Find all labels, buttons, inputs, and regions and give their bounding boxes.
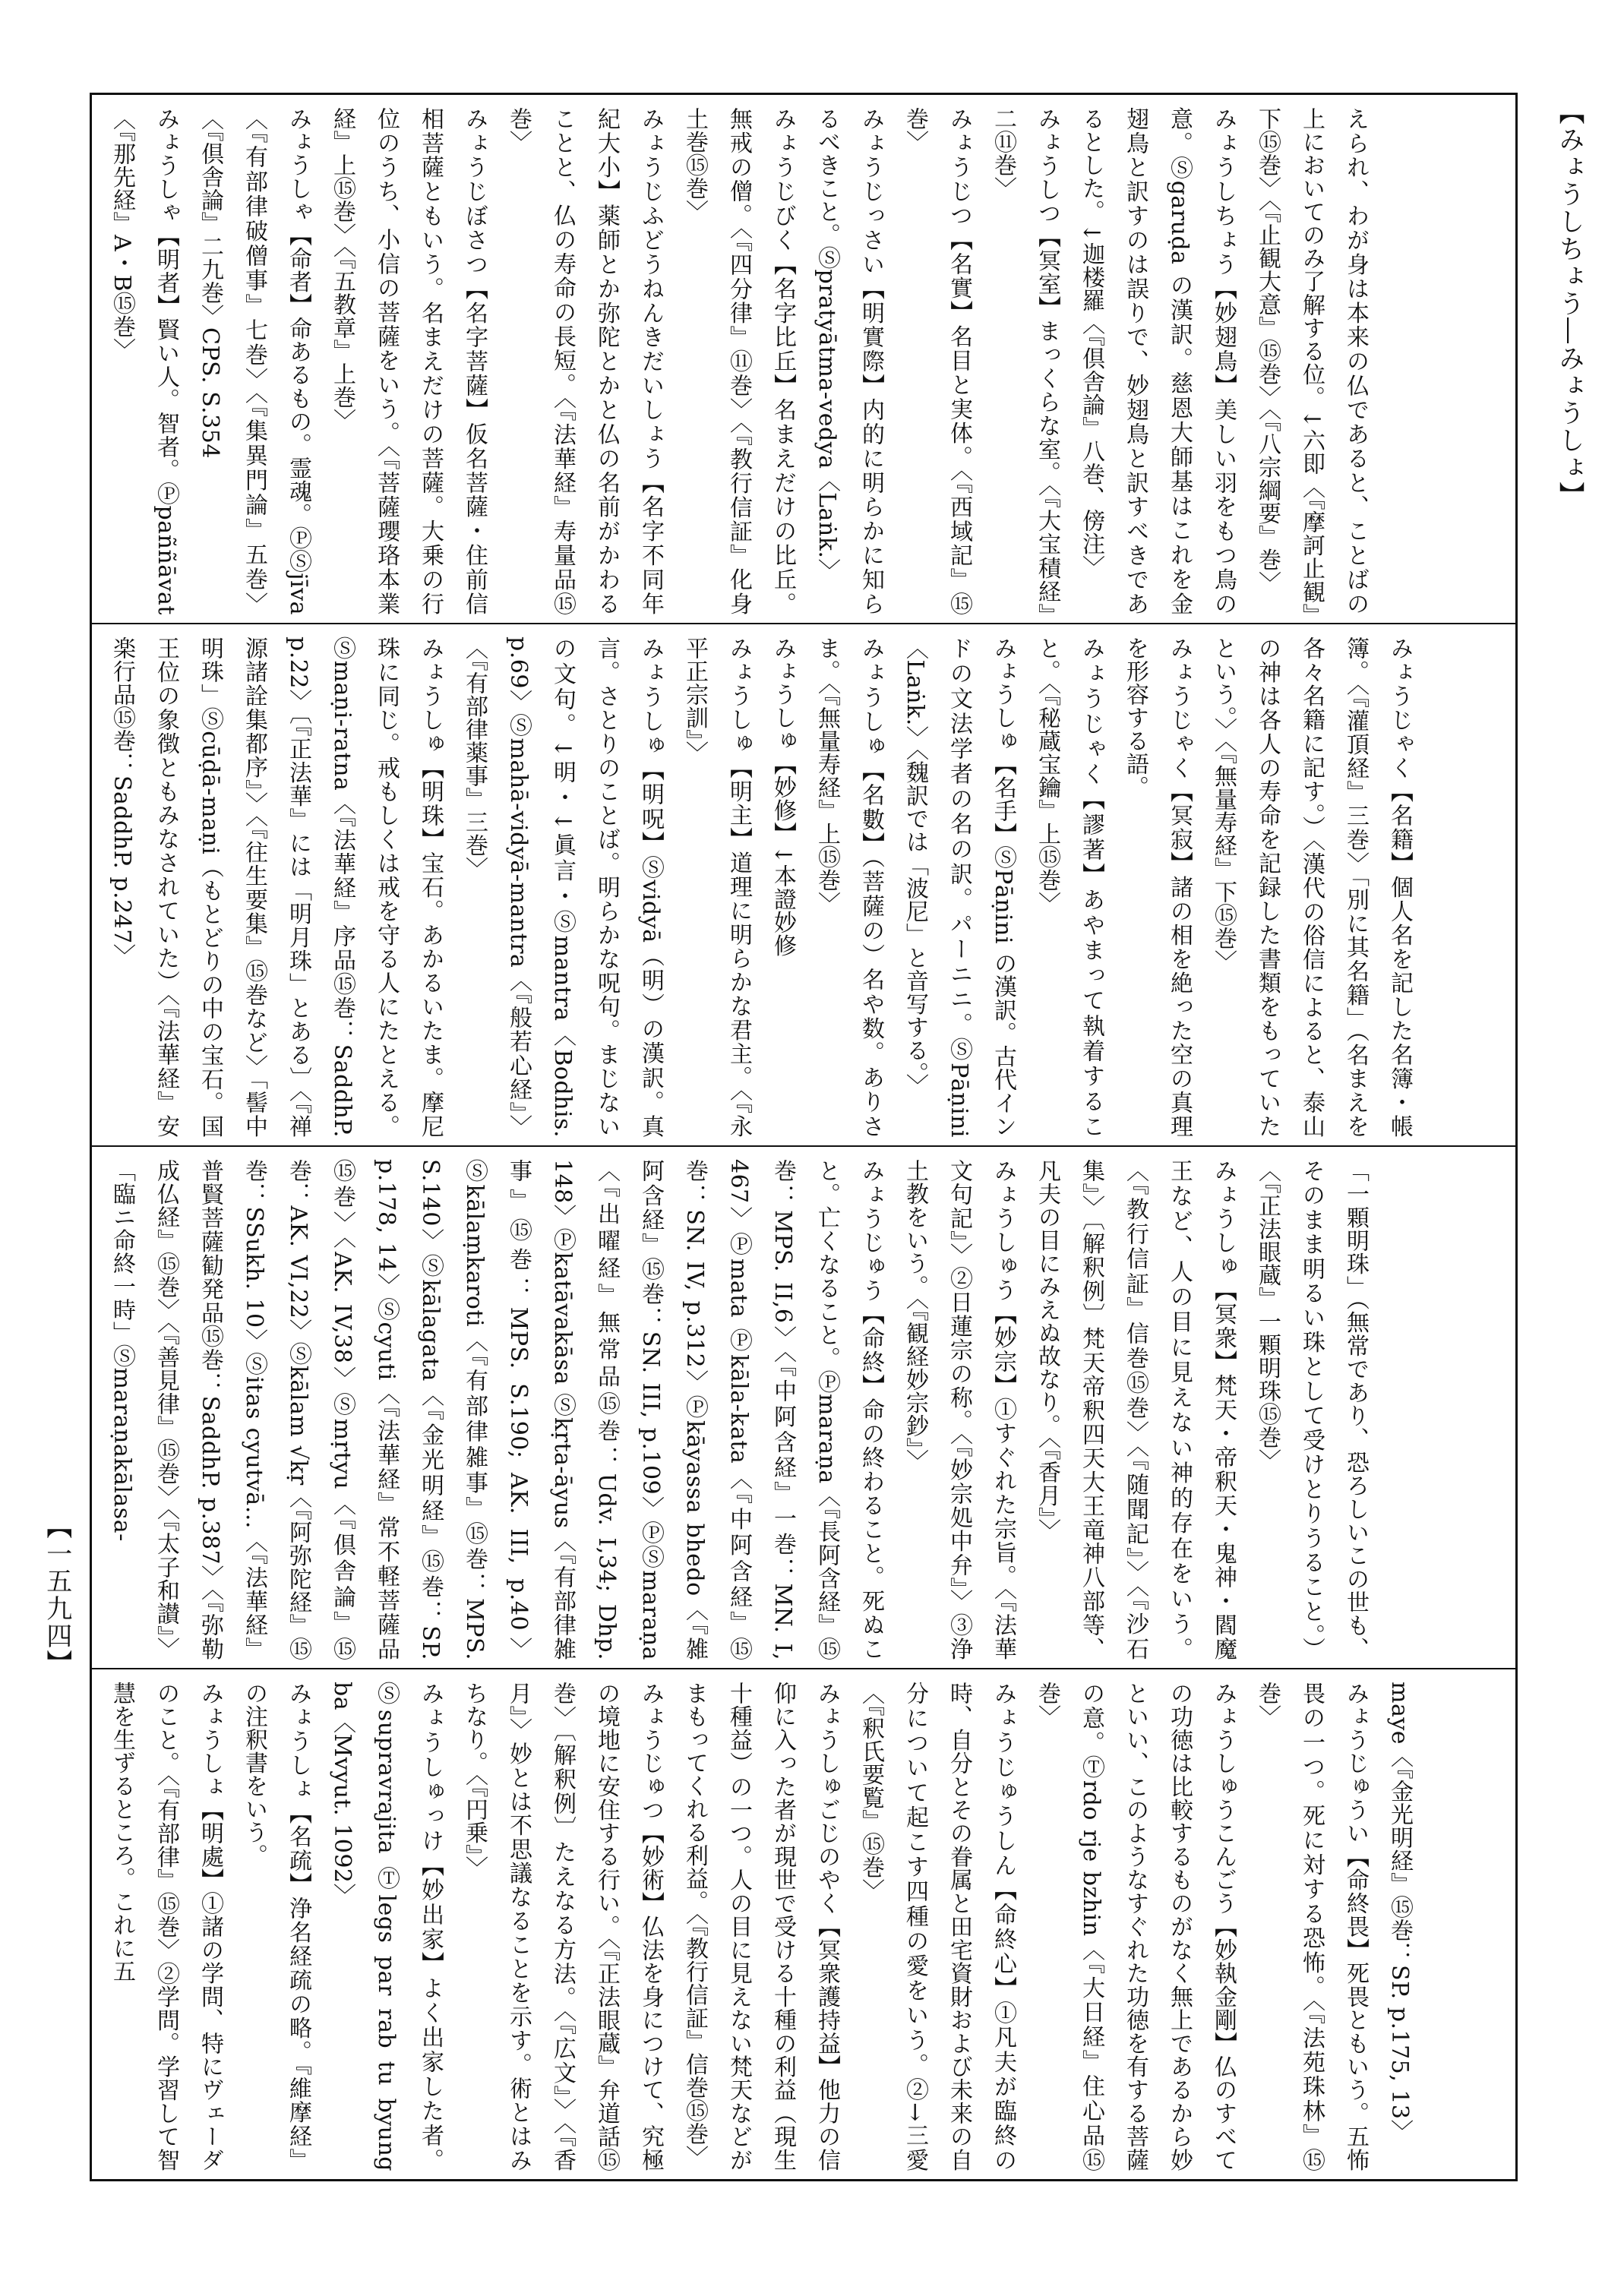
tier-4-text: maye〈『金光明経』⑮巻：SP. p.175, 13〉 みょうじゅうい【命終畏】死畏ともいう。五怖畏の一つ。死に対する恐怖。〈『法苑珠林』⑮巻〉 みょうしゅうこんごう【妙執金剛】仏のすべての功徳は比較するものがなく無上であるから妙といい、このようなすぐれた功徳を有する菩薩の意。Ⓣrdo rje bzhin〈『大日経』住心品⑮巻〉 みょうじゅうしん【命終心】①凡夫が臨終の時、自分とその眷属と田宅資財および未来の自分について起こす四種の愛をいう。②→三愛〈『釈氏要覧』⑮巻〉 みょうしゅごじのやく【冥衆護持益】他力の信仰に入った者が現世で受ける十種の利益（現生十種益）の一つ。人の目に見えない梵天などがまもってくれる利益。〈『教行信証』信巻⑮巻〉 みょうじゅつ【妙術】仏法を身につけて、究極の境地に安住する行い。〈『正法眼蔵』弁道話⑮巻〉〔解釈例〕たえなる方法。〈『広文』〉〈『香月』〉妙とは不思議なることを示す。術とはみちなり。〈『円乗』〉 みょうしゅっけ【妙出家】よく出家した者。Ⓢsupravrajita Ⓣlegs par rab tu byung ba〈Mvyut. 1092〉 みょうしょ【名疏】浄名経疏の略。『維摩経』の注釈書をいう。 みょうしょ【明處】①諸の学問、特にヴェーダのこと。〈『有部律』⑮巻〉②学問。学習して智慧を生ずるところ。これに五: [109, 1682, 1413, 2171]
running-title: 【みょうしちょう―みょうしょ】: [1554, 99, 1585, 509]
tier-2-text: みょうじゃく【名籍】個人名を記した名簿・帳簿。〈『灌頂経』三巻〉「別に其名籍」（名まえを各々名籍に記す。）〈漢代の俗信によると、泰山の神は各人の寿命を記録した書類をもっていたという。〉〈『無量寿経』下⑮巻〉 みょうじゃく【冥寂】諸の相を絶った空の真理を形容する語。 みょうじゃく【謬著】あやまって執着すること。〈『秘蔵宝鑰』上⑮巻〉 みょうしゅ【名手】ⓈPāṇini の漢訳。古代インドの文法学者の名の訳。パーニニ。ⓈPāṇini〈Laṅk.〉〈魏訳では「波尼」と音写する。〉 みょうしゅ【名數】（菩薩の）名や数。ありさま。〈『無量寿経』上⑮巻〉 みょうしゅ【妙修】↓本證妙修 みょうしゅ【明主】道理に明らかな君主。〈『永平正宗訓』〉 みょうしゅ【明呪】Ⓢvidyā（明）の漢訳。真言。さとりのことば。明らかな呪句。まじないの文句。↓明・↓眞言・Ⓢmantra〈Bodhis. p.69〉Ⓢmahā-vidyā-mantra〈『般若心経』〉〈『有部律薬事』三巻〉 みょうしゅ【明珠】宝石。あかるいたま。摩尼珠に同じ。戒もしくは戒を守る人にたとえる。Ⓢmaṇi-ratna〈『法華経』序品⑮巻：SaddhP. p.22〉〔『正法華』には「明月珠」とある〕〈『禅源諸詮集都序』〉〈『往生要集』⑮巻など〉「髻中明珠」Ⓢcūḍā-maṇi（もとどりの中の宝石。国王位の象徴ともみなされていた）〈『法華経』安楽行品⑮巻：SaddhP. p.247〉: [109, 636, 1413, 1139]
tier-3: [92, 1145, 1515, 1668]
tier-2: [92, 623, 1515, 1145]
tier-1: [92, 95, 1515, 623]
tier-4: [92, 1668, 1515, 2179]
page-number: 【一五九四】: [41, 1513, 72, 1677]
page-frame: [90, 93, 1518, 2181]
tier-1-text: えられ、わが身は本来の仏であると、ことばの上においてのみ了解する位。↓六即〈『摩訶止観』下⑮巻〉〈『止観大意』⑮巻〉〈『八宗綱要』巻〉 みょうしちょう【妙翅鳥】美しい羽をもつ鳥の意。Ⓢgaruḍa の漢訳。慈恩大師基はこれを金翅鳥と訳すのは誤りで、妙翅鳥と訳すべきであるとした。↓迦楼羅〈『倶舎論』八巻、傍注〉 みょうしつ【冥室】まっくらな室。〈『大宝積経』二⑪巻〉 みょうじつ【名實】名目と実体。〈『西域記』⑮巻〉 みょうじっさい【明實際】内的に明らかに知らるべきこと。Ⓢpratyātma-vedya〈Laṅk.〉 みょうじびく【名字比丘】名まえだけの比丘。無戒の僧。〈『四分律』⑪巻〉〈『教行信証』化身土巻⑮巻〉 みょうじふどうねんきだいしょう【名字不同年紀大小】薬師とか弥陀とかと仏の名前がかわることと、仏の寿命の長短。〈『法華経』寿量品⑮巻〉 みょうじぼさつ【名字菩薩】仮名菩薩・住前信相菩薩ともいう。名まえだけの菩薩。大乗の行位のうち、小信の菩薩をいう。〈『菩薩瓔珞本業経』上⑮巻〉〈『五教章』上巻〉 みょうしゃ【命者】命あるもの。霊魂。ⓅⓈjīva〈『有部律破僧事』七巻〉〈『集異門論』五巻〉〈『倶舎論』二九巻〉CPS. S.354 みょうしゃ【明者】賢い人。智者。Ⓟpaññāvat〈『那先経』A・B⑮巻〉: [109, 107, 1369, 615]
tier-3-text: 「一顆明珠」（無常であり、恐ろしいこの世も、そのまま明るい珠として受けとりうること。）〈『正法眼蔵』一顆明珠⑮巻〉 みょうしゅ【冥衆】梵天・帝釈天・鬼神・閻魔王など、人の目に見えない神的存在をいう。〈『教行信証』信巻⑮巻〉〈『随聞記』〉〈『沙石集』〉〔解釈例〕梵天帝釈四天大王竜神八部等、凡夫の目にみえぬ故なり。〈『香月』〉 みょうしゅう【妙宗】①すぐれた宗旨。〈『法華文句記』〉②日蓮宗の称。〈『妙宗処中弁』〉③浄土教をいう。〈『観経妙宗鈔』〉 みょうじゅう【命終】命の終わること。死ぬこと。亡くなること。Ⓟmaraṇa〈『長阿含経』⑮巻：MPS. II,6〉〈『中阿含経』一巻：MN. I, 467〉Ⓟmata Ⓟkāla-kata〈『中阿含経』⑮巻：SN. IV, p.312〉Ⓟkāyassa bhedo〈『雑阿含経』⑮巻：SN. III, p.109〉ⓅⓈmaraṇa〈『出曜経』無常品⑮巻：Udv. I,34; Dhp. 148〉Ⓟkatāvakāsa Ⓢkṛta-āyus〈『有部律雑事』⑮巻：MPS. S.190; AK. III, p.40〉Ⓢkālaṃkaroti〈『有部律雑事』⑮巻：MPS. S.140〉Ⓢkālagata〈『金光明経』⑮巻：SP. p.178, 14〉Ⓢcyuti〈『法華経』常不軽菩薩品⑮巻〉〈AK. IV,38〉Ⓢmṛtyu〈『倶舎論』⑮巻：AK. VI,22〉Ⓢkālam √kṛ〈『阿弥陀経』⑮巻：SSukh. 10〉Ⓢitas cyutvā…〈『法華経』普賢菩薩勧発品⑮巻：SaddhP. p.387〉〈『弥勒成仏経』⑮巻〉〈『善見律』⑮巻〉〈『太子和讃』〉「臨ニ命終一時」Ⓢmaraṇakālasa-: [109, 1159, 1369, 1661]
